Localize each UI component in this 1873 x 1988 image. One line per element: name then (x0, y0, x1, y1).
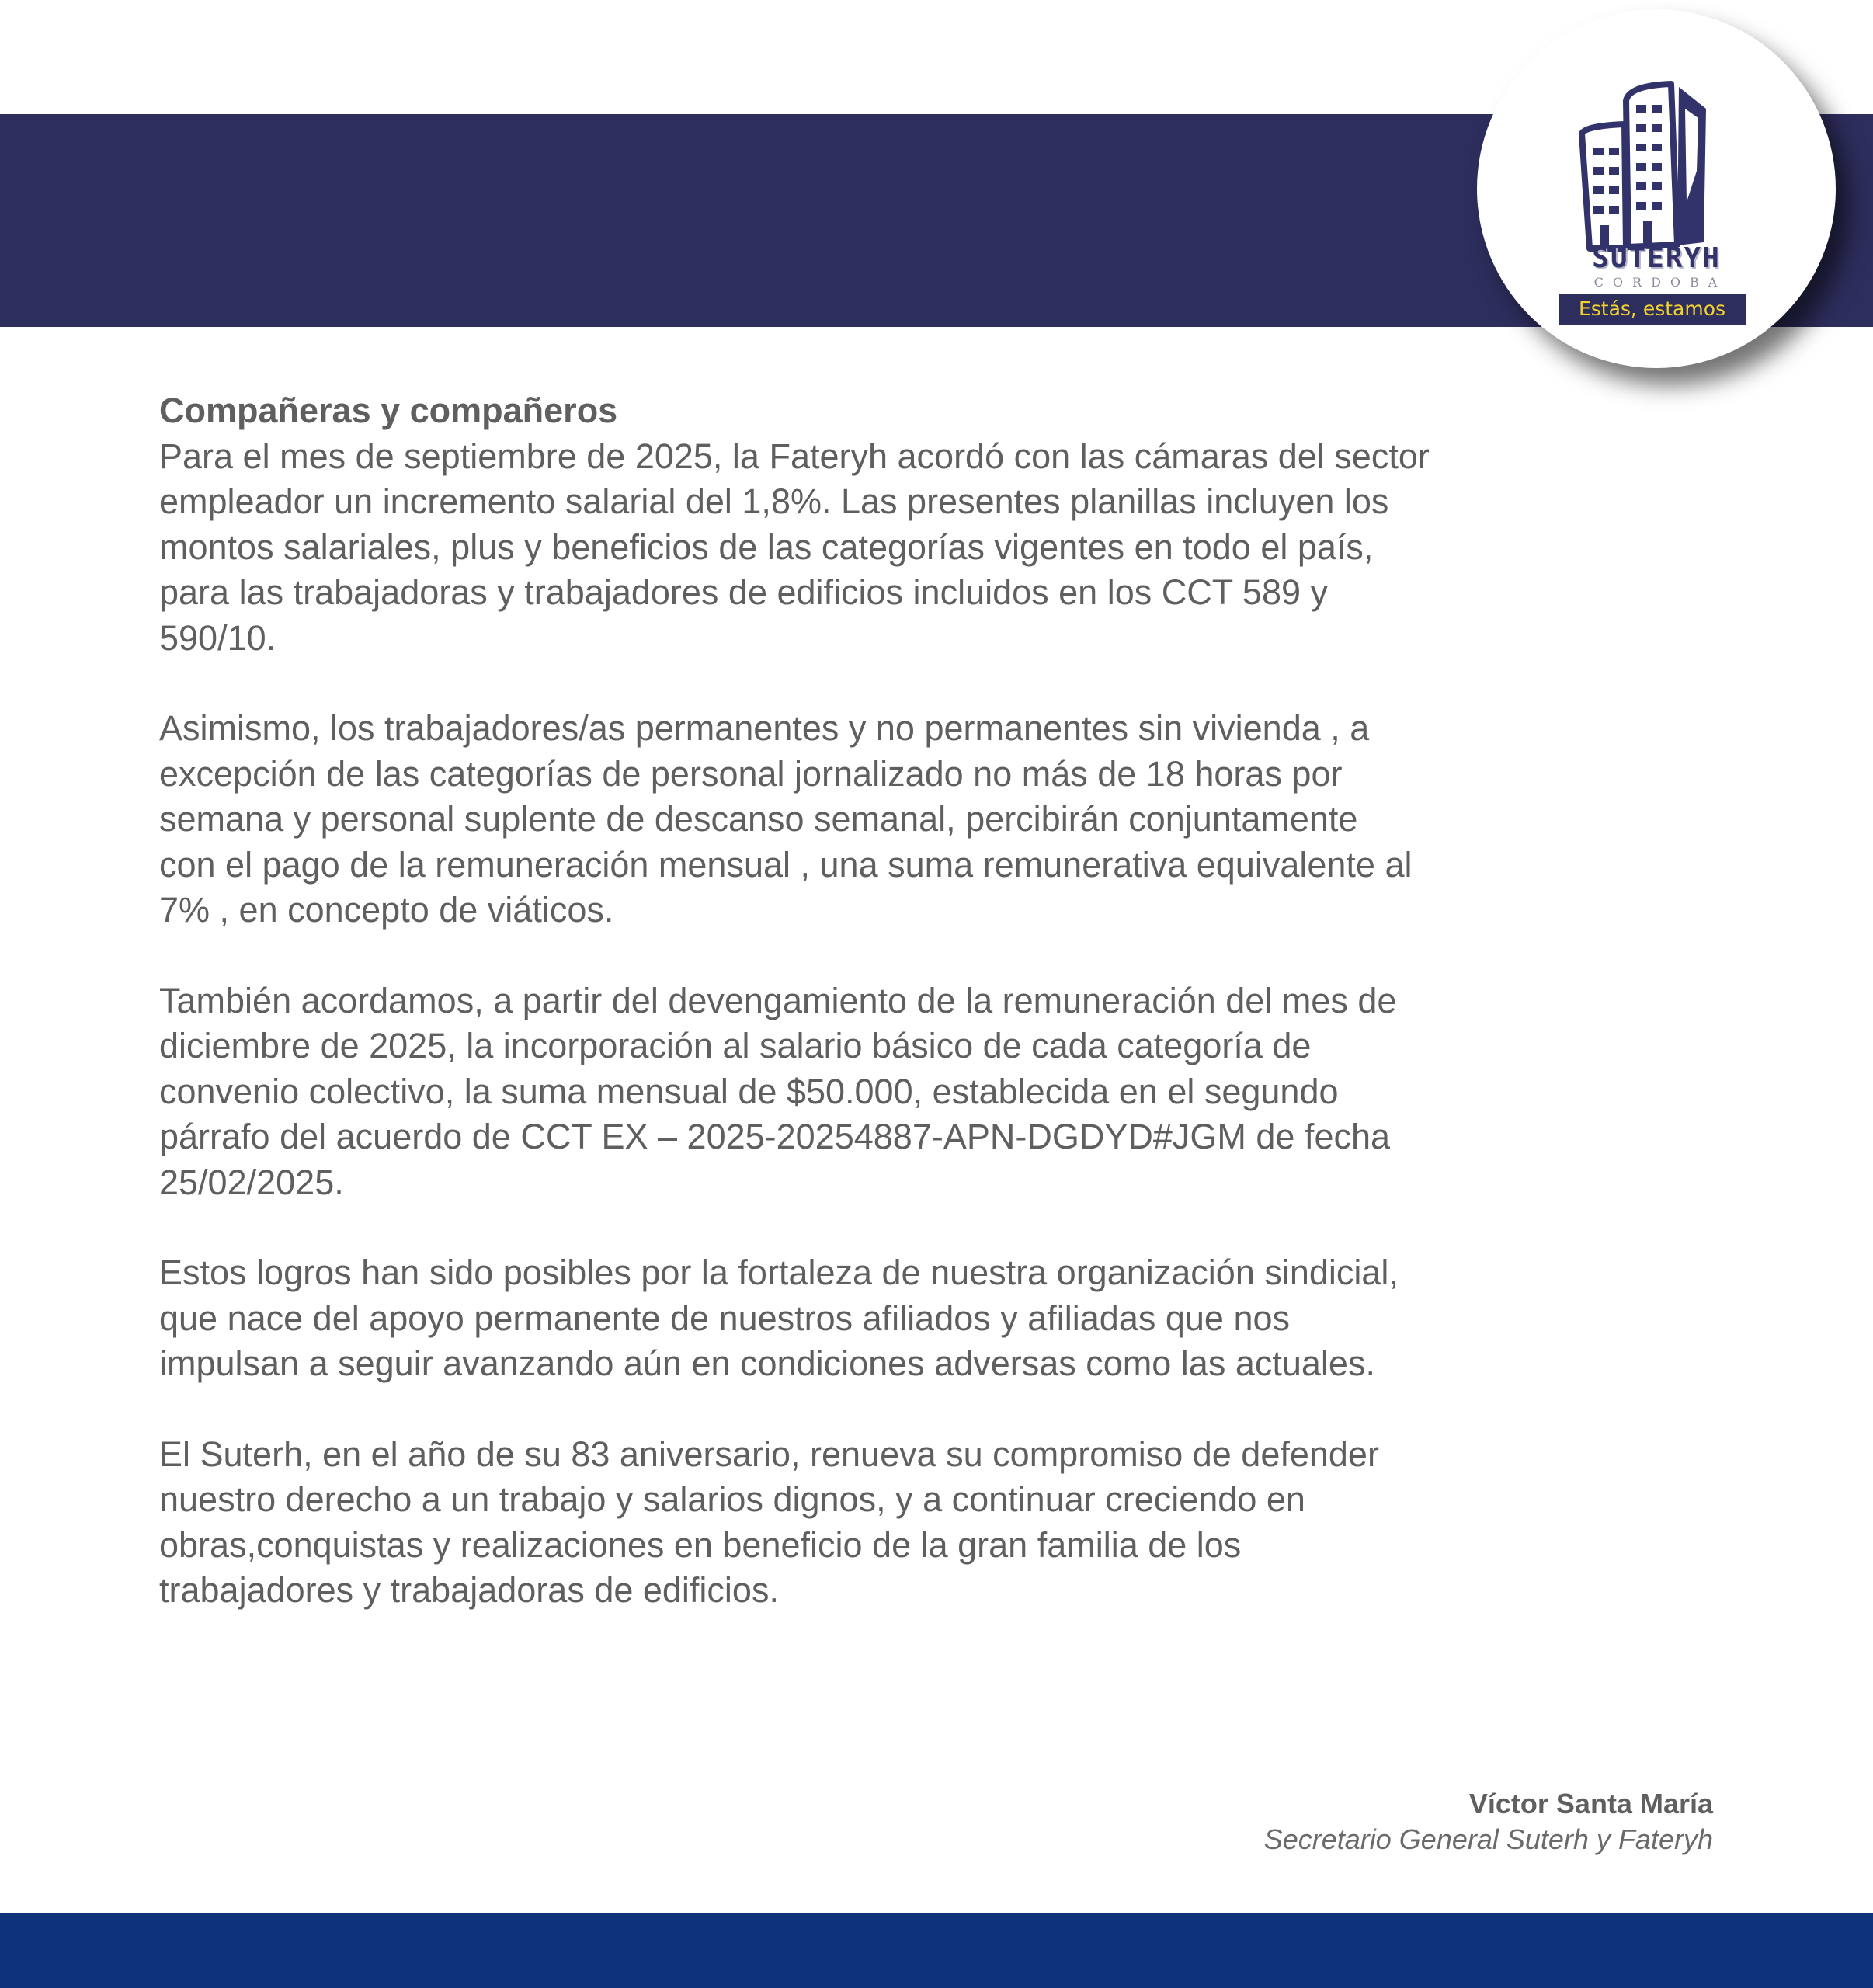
footer-band (0, 1913, 1873, 1988)
text-line: El Suterh, en el año de su 83 aniversario, renueva su compromiso de defender (159, 1434, 1379, 1474)
text-line: excepción de las categorías de personal jornalizado no más de 18 horas por (159, 753, 1343, 794)
logo-slogan: Estás, estamos (1559, 294, 1746, 325)
text-line: diciembre de 2025, la incorporación al salario básico de cada categoría de (159, 1026, 1312, 1065)
text-line: Asimismo, los trabajadores/as permanentes y no permanentes sin vivienda , a (159, 708, 1370, 748)
signature-block (1264, 1786, 1713, 1858)
paragraph-5 (159, 1432, 1743, 1614)
text-line: que nace del apoyo permanente de nuestros afiliados y afiliadas que nos (159, 1298, 1290, 1338)
text-line: 25/02/2025. (159, 1162, 344, 1202)
text-line: obras,conquistas y realizaciones en beneficio de la gran familia de los (159, 1524, 1242, 1565)
text-line: montos salariales, plus y beneficios de las categorías vigentes en todo el país, (159, 527, 1374, 567)
paragraph-2 (159, 706, 1743, 933)
text-line: párrafo del acuerdo de CCT EX – 2025-20254887-APN-DGDYD#JGM de fecha (159, 1117, 1391, 1156)
signatory-title: Secretario General Suterh y Fateryh (1263, 1823, 1713, 1855)
paragraph-4 (159, 1250, 1743, 1387)
text-line: Estos logros han sido posibles por la fortaleza de nuestra organización sindicial, (159, 1253, 1399, 1292)
greeting: Compañeras y compañeros (159, 391, 618, 430)
letter-body (159, 388, 1743, 1659)
text-line: También acordamos, a partir del devengamiento de la remuneración del mes de (159, 980, 1397, 1020)
text-line: convenio colectivo, la suma mensual de $50.000, establecida en el segundo (159, 1071, 1339, 1111)
text-line: con el pago de la remuneración mensual , una suma remunerativa equivalente al (159, 844, 1413, 885)
text-line: Para el mes de septiembre de 2025, la Fateryh acordó con las cámaras del sector (159, 436, 1430, 476)
text-line: 590/10. (159, 617, 276, 658)
text-line: empleador un incremento salarial del 1,8%. Las presentes planillas incluyen los (159, 481, 1389, 521)
text-line: impulsan a seguir avanzando aún en condiciones adversas como las actuales. (159, 1343, 1375, 1383)
paragraph-1 (159, 434, 1743, 662)
logo-name: SUTERYH (1592, 242, 1721, 274)
signatory-name: Víctor Santa María (1468, 1788, 1713, 1819)
buildings-icon (1555, 62, 1757, 256)
text-line: 7% , en concepto de viáticos. (159, 890, 614, 930)
suteryh-logo (1477, 9, 1836, 368)
paragraph-3 (159, 978, 1743, 1206)
text-line: semana y personal suplente de descanso semanal, percibirán conjuntamente (159, 799, 1358, 839)
text-line: para las trabajadoras y trabajadores de edificios incluidos en los CCT 589 y (159, 572, 1328, 612)
text-line: nuestro derecho a un trabajo y salarios dignos, y a continuar creciendo en (159, 1479, 1305, 1519)
text-line: trabajadores y trabajadoras de edificios. (159, 1570, 779, 1610)
logo-city: CORDOBA (1593, 275, 1727, 290)
